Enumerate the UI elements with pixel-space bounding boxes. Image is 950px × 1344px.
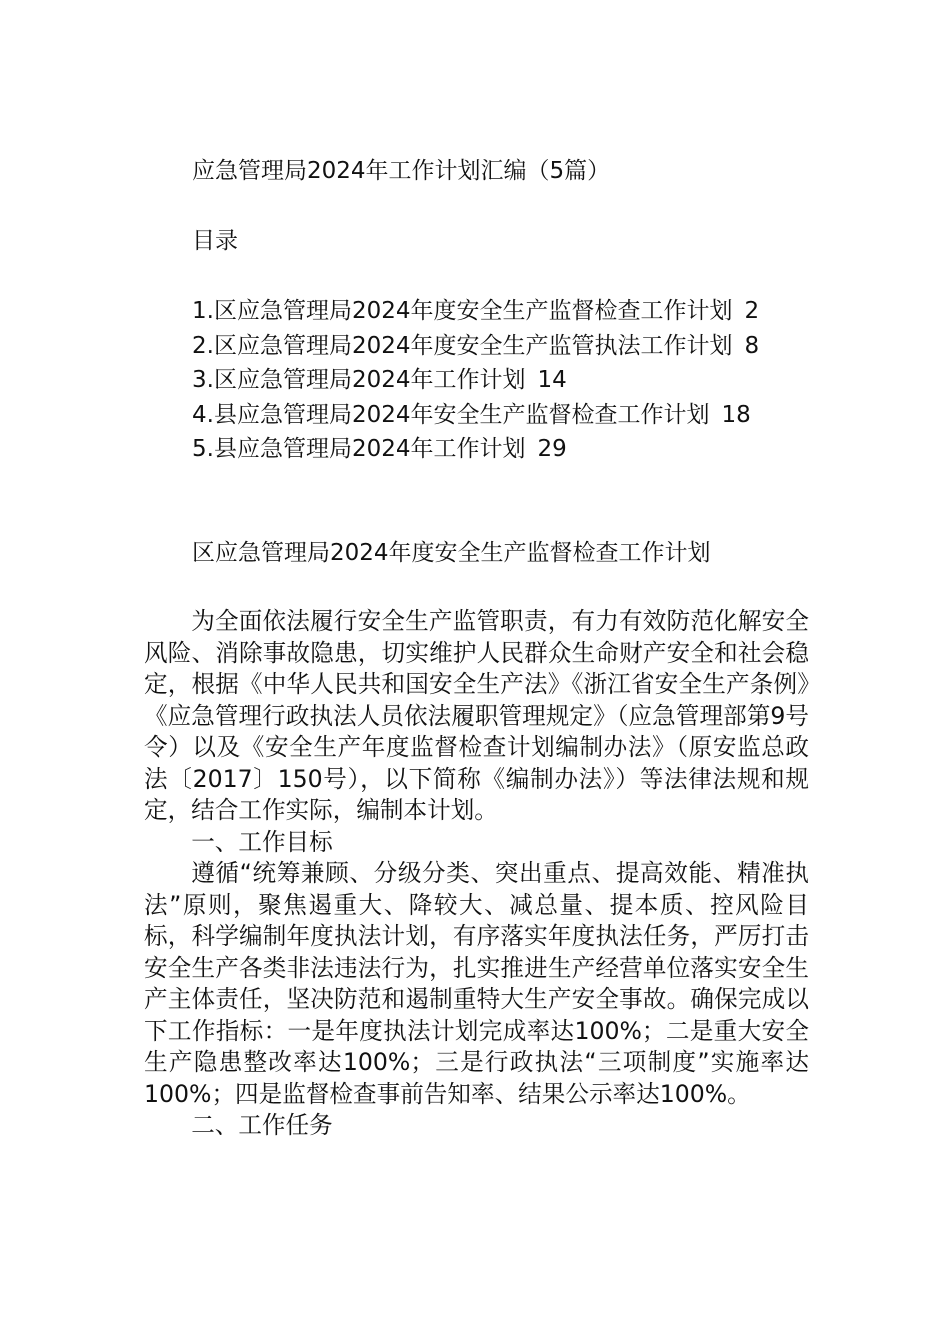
toc-item[interactable]	[192, 329, 759, 364]
section-body	[144, 606, 809, 1142]
toc-item-page: 8	[744, 332, 760, 359]
toc-item-label: 3.区应急管理局2024年工作计划	[192, 367, 526, 393]
toc-item-page: 2	[744, 298, 760, 324]
toc-item-label: 1.区应急管理局2024年度安全生产监督检查工作计划	[192, 298, 733, 324]
toc-item[interactable]	[192, 294, 759, 329]
document-title: 应急管理局2024年工作计划汇编（5篇）	[192, 158, 611, 184]
toc-item[interactable]	[192, 363, 759, 398]
subheading-goals: 一、工作目标	[191, 827, 333, 856]
toc-heading: 目录	[192, 228, 238, 254]
toc-item-page: 29	[537, 436, 567, 462]
subheading-tasks: 二、工作任务	[191, 1111, 333, 1139]
table-of-contents	[192, 294, 759, 467]
toc-item-page: 14	[537, 367, 567, 393]
section-title: 区应急管理局2024年度安全生产监督检查工作计划	[192, 540, 711, 566]
toc-item-label: 4.县应急管理局2024年安全生产监督检查工作计划	[192, 401, 710, 428]
body-paragraph: 为全面依法履行安全生产监管职责，有力有效防范化解安全风险、消除事故隐患，切实维护人民群众生命财产安全和社会稳定，根据《中华人民共和国安全生产法》《浙江省安全生产条例》《应急管理行政执法人员依法履职管理规定》（应急管理部第9号令）以及《安全生产年度监督检查计划编制办法》（原安监总政法〔2017〕150号），以下简称《编制办法》）等法律法规和规定，结合工作实际，编制本计划。	[144, 607, 809, 824]
toc-item[interactable]	[192, 398, 759, 433]
toc-item-label: 2.区应急管理局2024年度安全生产监管执法工作计划	[192, 332, 733, 359]
toc-item[interactable]	[192, 432, 759, 467]
toc-item-label: 5.县应急管理局2024年工作计划	[192, 436, 526, 462]
toc-item-page: 18	[721, 401, 751, 428]
body-paragraph: 遵循“统筹兼顾、分级分类、突出重点、提高效能、精准执法”原则，聚焦遏重大、降较大、减总量、提本质、控风险目标，科学编制年度执法计划，有序落实年度执法任务，严厉打击安全生产各类非法违法行为，扎实推进生产经营单位落实安全生产主体责任，坚决防范和遏制重特大生产安全事故。确保完成以下工作指标：一是年度执法计划完成率达100%；二是重大安全生产隐患整改率达100%；三是行政执法“三项制度”实施率达100%；四是监督检查事前告知率、结果公示率达100%。	[144, 859, 809, 1108]
